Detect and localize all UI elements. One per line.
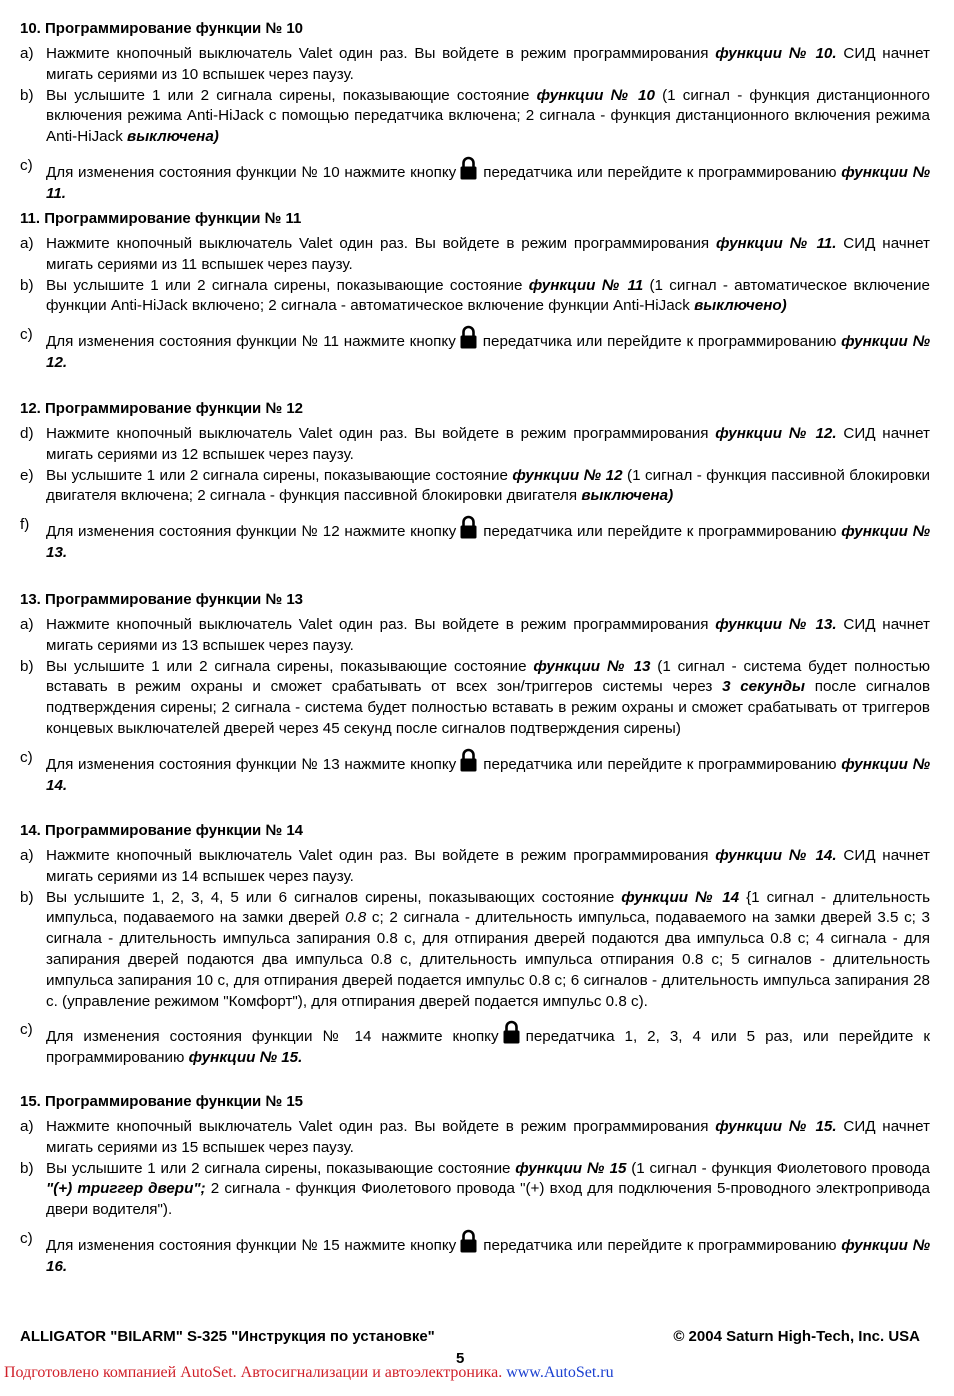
state-text: "(+) триггер двери"; xyxy=(46,1180,206,1198)
section-title: 10. Программирование функции № 10 xyxy=(20,20,304,37)
text: Вы услышите 1 или 2 сигнала сирены, показывающие состояние xyxy=(46,466,513,484)
credit-link[interactable]: www.AutoSet.ru xyxy=(506,1364,614,1381)
section-title: 12. Программирование функции № 12 xyxy=(20,400,304,417)
lock-icon xyxy=(459,156,478,180)
item-label: c) xyxy=(20,326,33,344)
section-title: 15. Программирование функции № 15 xyxy=(20,1093,304,1110)
item-f xyxy=(20,515,930,564)
text: передатчика или перейдите к программированию xyxy=(483,523,842,541)
function-ref: функции № 14. xyxy=(715,847,837,864)
text: Вы услышите 1 или 2 сигнала сирены, показывающие состояние xyxy=(46,1159,516,1177)
lock-icon xyxy=(459,325,478,349)
pulse-value: 0.8 xyxy=(345,909,367,927)
item-label: a) xyxy=(20,616,34,633)
function-ref: функции № 13. xyxy=(46,523,931,561)
text: Нажмите кнопочный выключатель Valet один раз. Вы войдете в режим программирования xyxy=(46,425,716,442)
item-b xyxy=(20,888,930,1013)
text: (1 сигнал - функция пассивной блокировки двигателя включена; 2 сигнала - функция пассивной блокировки двигателя xyxy=(46,466,930,505)
text: СИД начнет мигать сериями из 12 вспышек через паузу. xyxy=(46,425,930,463)
section-title: 13. Программирование функции № 13 xyxy=(20,591,304,608)
footer-copyright: © 2004 Saturn High-Tech, Inc. USA xyxy=(673,1328,920,1345)
item-b xyxy=(20,86,930,148)
function-ref: функции № 14 xyxy=(621,888,740,906)
delay-value: 3 секунды xyxy=(722,678,805,696)
text: Для изменения состояния функции № 15 нажмите кнопку xyxy=(46,1236,457,1254)
text: Нажмите кнопочный выключатель Valet один раз. Вы войдете в режим программирования xyxy=(46,616,716,633)
item-label: e) xyxy=(20,466,34,484)
item-label: b) xyxy=(20,657,34,675)
text: Для изменения состояния функции № 14 нажмите кнопку xyxy=(46,1028,499,1046)
function-ref: функции № 12. xyxy=(46,333,930,371)
function-ref: функции № 13 xyxy=(533,657,651,675)
section-13 xyxy=(20,591,930,796)
section-11 xyxy=(20,210,930,374)
function-ref: функции № 15. xyxy=(188,1049,303,1067)
item-label: b) xyxy=(20,276,34,294)
text: после сигналов подтверждения сирены; 2 сигнала - система будет полностью вставать в режим охраны и сможет срабатывать от триггеров концевых выключателей дверей через 45 секунд после сигналов подтверждения сирены) xyxy=(46,678,931,737)
footer-title: ALLIGATOR "BILARM" S-325 "Инструкция по установке" xyxy=(20,1328,435,1345)
item-label: c) xyxy=(20,1021,33,1039)
state-text: выключена) xyxy=(127,128,219,146)
function-ref: функции № 10 xyxy=(536,86,655,104)
text: Нажмите кнопочный выключатель Valet один раз. Вы войдете в режим программирования xyxy=(46,235,717,252)
item-a xyxy=(20,846,930,888)
state-text: выключена) xyxy=(581,487,674,505)
item-label: b) xyxy=(20,86,34,104)
item-b xyxy=(20,1159,930,1221)
item-a xyxy=(20,1117,930,1159)
item-label: c) xyxy=(20,1229,33,1247)
item-e xyxy=(20,466,930,508)
section-12 xyxy=(20,400,930,564)
section-15 xyxy=(20,1093,930,1278)
text: Вы услышите 1, 2, 3, 4, 5 или 6 сигналов сирены, показывающих состояние xyxy=(46,888,622,906)
text: СИД начнет мигать сериями из 13 вспышек через паузу. xyxy=(46,616,930,654)
text: передатчика или перейдите к программированию xyxy=(483,1236,842,1254)
function-ref: функции № 10. xyxy=(715,45,837,62)
text: передатчика или перейдите к программированию xyxy=(483,755,842,773)
text: Нажмите кнопочный выключатель Valet один раз. Вы войдете в режим программирования xyxy=(46,1118,716,1135)
text: СИД начнет мигать сериями из 14 вспышек через паузу. xyxy=(46,847,930,885)
text: СИД начнет мигать сериями из 15 вспышек через паузу. xyxy=(46,1118,930,1156)
credit-text: Подготовлено компанией AutoSet. Автосигнализации и автоэлектроника. xyxy=(4,1364,507,1381)
function-ref: функции № 16. xyxy=(46,1236,931,1275)
item-d xyxy=(20,424,930,466)
function-ref: функции № 14. xyxy=(46,755,931,794)
text: Нажмите кнопочный выключатель Valet один раз. Вы войдете в режим программирования xyxy=(46,45,716,62)
text: передатчика 1, 2, 3, 4 или 5 раз, или перейдите к программированию xyxy=(46,1028,930,1067)
function-ref: функции № 11. xyxy=(46,163,931,202)
item-b xyxy=(20,657,930,740)
item-label: f) xyxy=(20,516,30,534)
text: Вы услышите 1 или 2 сигнала сирены, показывающие состояние xyxy=(46,276,529,294)
section-title: 11. Программирование функции № 11 xyxy=(20,210,302,227)
text: СИД начнет мигать сериями из 10 вспышек через паузу. xyxy=(46,45,930,83)
function-ref: функции № 11. xyxy=(716,235,837,252)
page-number: 5 xyxy=(456,1350,465,1367)
section-14 xyxy=(20,822,930,1069)
item-label: a) xyxy=(20,1118,34,1135)
function-ref: функции № 15 xyxy=(515,1159,627,1177)
item-label: b) xyxy=(20,888,34,906)
text: {1 сигнал - длительность импульса, подаваемого на замки дверей xyxy=(46,888,930,927)
section-10 xyxy=(20,20,930,205)
function-ref: функции № 13. xyxy=(715,616,837,633)
text: Вы услышите 1 или 2 сигнала сирены, показывающие состояние xyxy=(46,86,537,104)
credit-line xyxy=(4,1364,614,1382)
item-b xyxy=(20,276,930,318)
text: 2 сигнала - функция Фиолетового провода "(+) вход для подключения 5-проводного электропривода двери водителя"). xyxy=(46,1180,930,1219)
text: передатчика или перейдите к программированию xyxy=(483,163,842,181)
lock-icon xyxy=(459,515,478,539)
item-label: a) xyxy=(20,45,34,62)
text: (1 сигнал - функция дистанционного включения режима Anti-HiJack с помощью передатчика включена; 2 сигнала - функция дистанционного включения режима Anti-HiJack xyxy=(46,86,930,146)
text: Для изменения состояния функции № 12 нажмите кнопку xyxy=(46,523,457,541)
text: Нажмите кнопочный выключатель Valet один раз. Вы войдете в режим программирования xyxy=(46,847,716,864)
text: с; 2 сигнала - длительность импульса, подаваемого на замки дверей 3.5 с; 3 сигнала - длительность импульса запирания 0.8 с, для отпирания дверей подаются два импульса 0.8 с; 4 сигнала - для запирания дверей подаются два импульса 0.8 с, длительность импульса отпирания 0.8 с; 5 сигналов - длительность импульса запирания 10 с, для отпирания дверей подается импульс 0.8 с; 6 сигналов - длительность импульса запирания 28 с. (управление режимом "Комфорт"), для отпирания дверей подается импульс 0.8 с). xyxy=(46,909,930,1010)
lock-icon xyxy=(459,748,478,772)
item-a xyxy=(20,234,930,276)
lock-icon xyxy=(459,1229,478,1253)
text: (1 сигнал - система будет полностью вставать в режим охраны и сможет срабатывать от всех зон/триггеров системы через xyxy=(46,657,930,696)
item-c xyxy=(20,748,930,797)
item-label: a) xyxy=(20,847,34,864)
section-title: 14. Программирование функции № 14 xyxy=(20,822,304,839)
item-c xyxy=(20,325,930,374)
text: передатчика или перейдите к программированию xyxy=(482,333,842,351)
text: (1 сигнал - функция Фиолетового провода xyxy=(626,1159,930,1177)
function-ref: функции № 12. xyxy=(715,425,837,442)
function-ref: функции № 12 xyxy=(512,466,623,484)
item-label: c) xyxy=(20,748,33,766)
item-c xyxy=(20,1020,930,1069)
item-a xyxy=(20,615,930,657)
item-c xyxy=(20,156,930,205)
item-label: d) xyxy=(20,425,34,442)
item-c xyxy=(20,1229,930,1278)
text: Для изменения состояния функции № 10 нажмите кнопку xyxy=(46,163,457,181)
text: (1 сигнал - автоматическое включение функции Anti-HiJack включено; 2 сигнала - автоматическое включение функции Anti-HiJack xyxy=(46,276,930,315)
item-label: a) xyxy=(20,235,34,252)
text: Для изменения состояния функции № 11 нажмите кнопку xyxy=(46,333,456,351)
text: Для изменения состояния функции № 13 нажмите кнопку xyxy=(46,755,457,773)
text: Вы услышите 1 или 2 сигнала сирены, показывающие состояние xyxy=(46,657,534,675)
lock-icon xyxy=(502,1020,521,1044)
item-label: b) xyxy=(20,1159,34,1177)
function-ref: функции № 11 xyxy=(528,276,644,294)
text: СИД начнет мигать сериями из 11 вспышек через паузу. xyxy=(46,235,930,273)
item-label: c) xyxy=(20,156,33,174)
state-text: выключено) xyxy=(694,297,787,315)
item-a xyxy=(20,44,930,86)
function-ref: функции № 15. xyxy=(715,1118,837,1135)
